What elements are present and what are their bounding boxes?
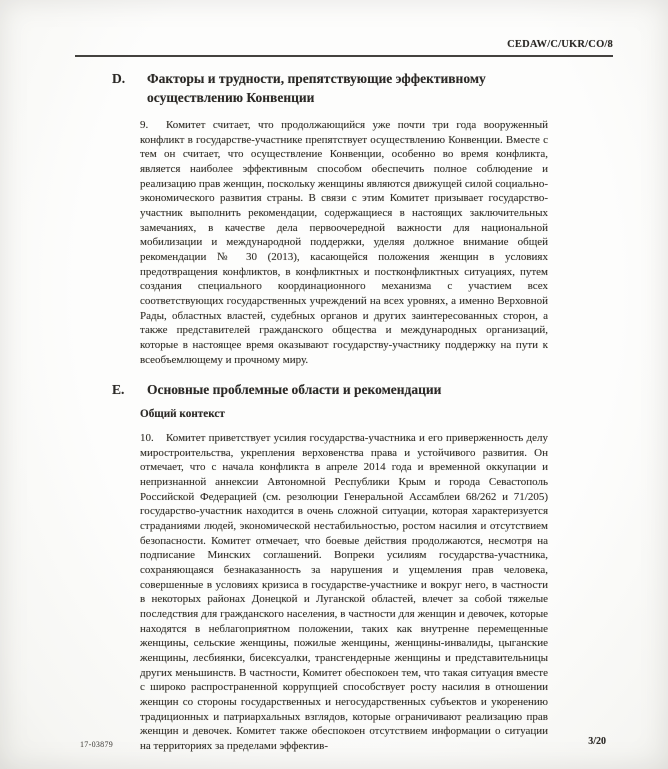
paragraph-number: 10. [140,432,154,445]
subsection-heading: Общий контекст [140,408,225,421]
section-letter: E. [112,382,125,398]
section-title: Основные проблемные области и рекомендации [147,382,442,398]
paragraph-9 [140,118,548,367]
header-rule [75,55,613,57]
footer-page-number: 3/20 [588,736,606,747]
paragraph-10 [140,431,548,753]
section-heading-d [112,69,548,107]
page-content [112,69,548,754]
paragraph-text: Комитет считает, что продолжающийся уже почти три года вооруженный конфликт в государстве-участнике препятствует осуществлению Конвенции. Вместе с тем он считает, что осуществление Конвенции, особенно во время конфликта, является наиболее эффективным способом обеспечить полное соблюдение и реализацию прав женщин, поскольку женщины являются движущей силой социально-экономического развития страны. В связи с этим Комитет призывает государство-участник выполнить рекомендации, содержащиеся в настоящих заключительных замечаниях, в качестве дела первоочередной важности для национальной мобилизации и международной поддержки, уделяя должное внимание общей рекомендации № 30 (2013), касающейся положения женщин в условиях предотвращения конфликтов, в конфликтных и постконфликтных ситуациях, путем создания специального координационного механизма с участием всех соответствующих государственных учреждений на всех уровнях, а именно Верховной Рады, областных властей, судебных органов и других заинтересованных сторон, а также представителей гражданского общества и международных организаций, которые в настоящее время оказывают государству-участнику поддержку на пути к всеобъемлющему и прочному миру. [140,119,548,366]
document-symbol: CEDAW/C/UKR/CO/8 [507,39,613,50]
paragraph-text: Комитет приветствует усилия государства-участника и его приверженность делу миростроительства, укрепления верховенства права и устойчивого развития. Он отмечает, что с начала конфликта в апреле 2014 года и временной оккупации и непризнанной аннексии Автономной Республики Крым и города Севастополь Российской Федерацией (см. резолюции Генеральной Ассамблеи 68/262 и 71/205) государство-участник находится в очень сложной ситуации, которая характеризуется страданиями людей, экономической нестабильностью, ростом насилия и отсутствием безопасности. Комитет отмечает, что боевые действия продолжаются, несмотря на подписание Минских соглашений. Вопреки усилиям государства-участника, сохраняющаяся безнаказанность за нарушения и ущемления прав человека, совершенные в условиях кризиса в государстве-участнике и вокруг него, в частности в некоторых районах Донецкой и Луганской областей, влечет за собой тяжелые последствия для гражданского населения, в частности для женщин и девочек, которые находятся в неблагоприятном положении, таких как внутренне перемещенные женщины, сельские женщины, пожилые женщины, женщины-инвалиды, цыганские женщины, лесбиянки, бисексуалки, трансгендерные женщины и представительницы других меньшинств. В частности, Комитет обеспокоен тем, что такая ситуация вместе с широко распространенной коррупцией способствует росту насилия в отношении женщин со стороны государственных и негосударственных субъектов и укоренению традиционных и патриархальных взглядов, которые ограничивают реализацию прав женщин и девочек. Комитет также обеспокоен отсутствием информации о ситуации на территориях за пределами эффектив- [140,432,548,752]
section-heading-e [112,380,548,399]
section-letter: D. [112,71,126,86]
section-title: Факторы и трудности, препятствующие эффективному осуществлению Конвенции [147,71,486,105]
paragraph-number: 9. [140,119,149,131]
footer-job-number: 17-03879 [80,740,114,749]
